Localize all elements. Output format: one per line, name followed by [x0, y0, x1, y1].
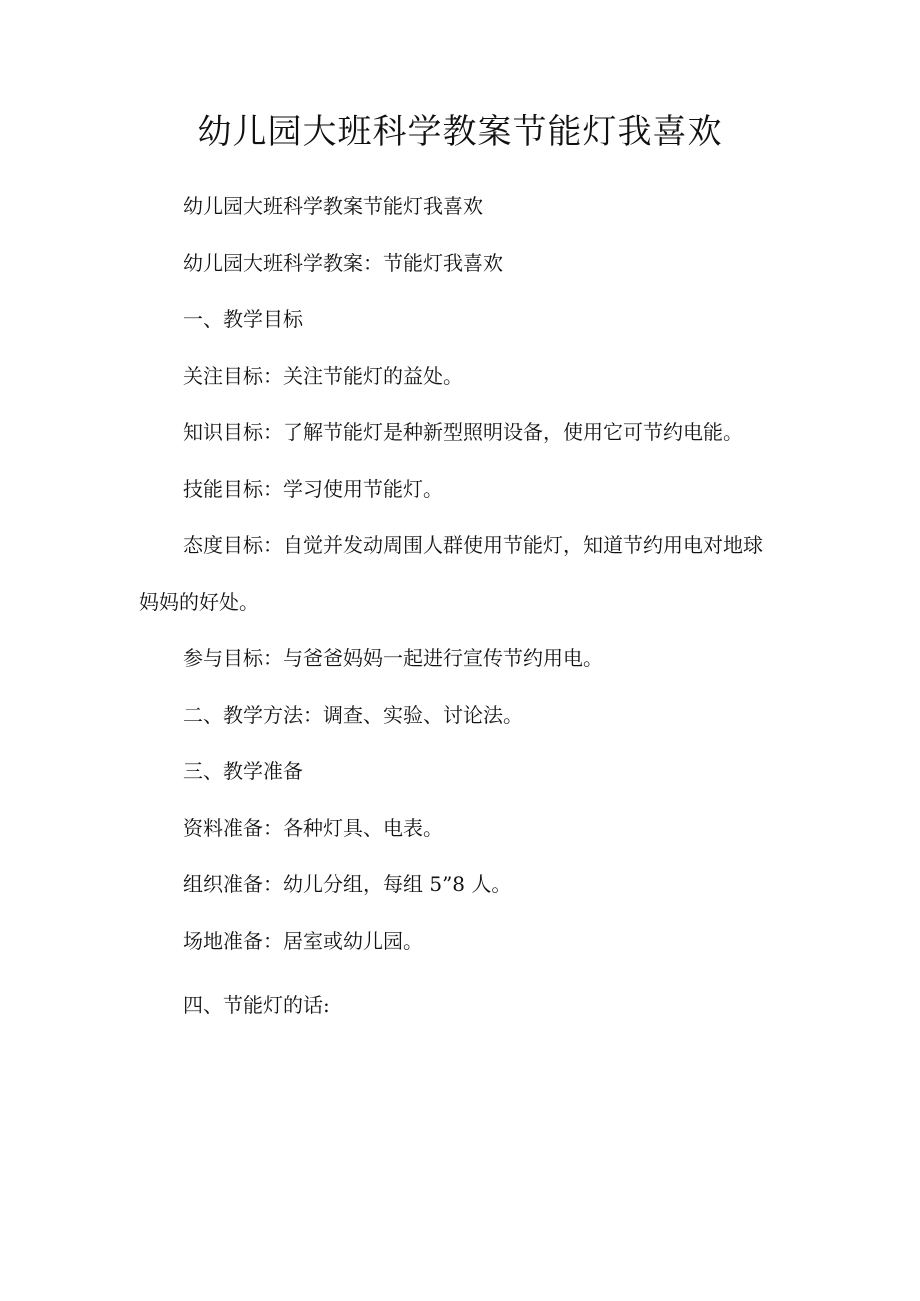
preparation-organization: 组织准备：幼儿分组，每组 5”8 人。	[183, 872, 512, 896]
section-heading-preparation: 三、教学准备	[183, 759, 303, 783]
goal-attention: 关注目标：关注节能灯的益处。	[183, 364, 463, 388]
goal-participation: 参与目标：与爸爸妈妈一起进行宣传节约用电。	[183, 646, 603, 670]
goal-skill: 技能目标：学习使用节能灯。	[183, 477, 443, 501]
section-heading-lamp-words: 四、节能灯的话:	[183, 993, 330, 1017]
preparation-materials: 资料准备：各种灯具、电表。	[183, 816, 443, 840]
section-heading-methods: 二、教学方法：调查、实验、讨论法。	[183, 703, 523, 727]
section-heading-goals: 一、教学目标	[183, 307, 303, 331]
paragraph-subtitle: 幼儿园大班科学教案节能灯我喜欢	[183, 194, 483, 218]
paragraph-heading-line: 幼儿园大班科学教案：节能灯我喜欢	[183, 251, 503, 275]
goal-attitude-line2: 妈妈的好处。	[139, 590, 259, 614]
document-title: 幼儿园大班科学教案节能灯我喜欢	[197, 112, 723, 152]
preparation-venue: 场地准备：居室或幼儿园。	[183, 929, 423, 953]
goal-knowledge: 知识目标：了解节能灯是种新型照明设备，使用它可节约电能。	[183, 420, 743, 444]
goal-attitude-line1: 态度目标：自觉并发动周围人群使用节能灯，知道节约用电对地球	[183, 533, 763, 557]
